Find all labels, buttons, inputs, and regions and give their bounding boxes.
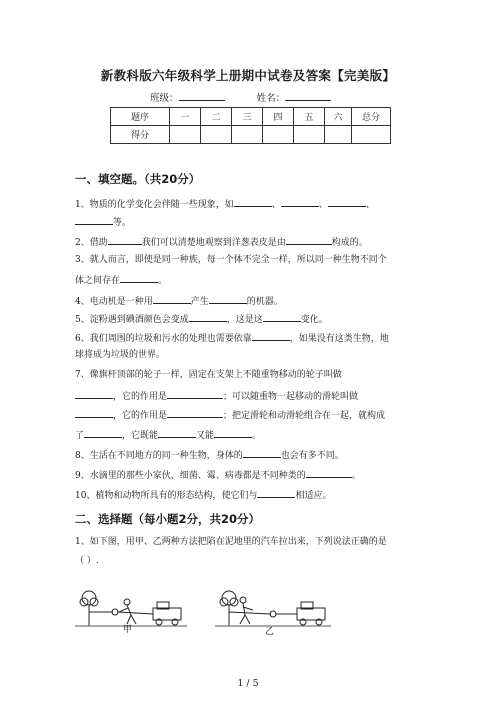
- section1-heading: 一、填空题。（共20分）: [75, 172, 201, 186]
- page-number: 1 / 5: [237, 678, 259, 689]
- question-10: [75, 487, 430, 502]
- name-blank[interactable]: [285, 90, 331, 101]
- answer-blank[interactable]: [281, 196, 319, 207]
- q7-text: 7、像旗杆顶部的轮子一样，固定在支架上不随重物移动的轮子叫做: [75, 370, 342, 380]
- answer-blank[interactable]: [167, 388, 223, 399]
- q4-text: 4、电动机是一种用: [75, 297, 153, 307]
- score-cell[interactable]: [170, 126, 201, 144]
- answer-blank[interactable]: [75, 407, 113, 418]
- q10-text: 相适应。: [295, 491, 332, 501]
- question-6: [75, 330, 430, 345]
- rope: [229, 612, 271, 614]
- question-3: [75, 254, 430, 266]
- q6-text: 球将成为垃圾的世界。: [75, 350, 166, 360]
- score-cell[interactable]: [263, 126, 294, 144]
- car-icon: [153, 602, 181, 625]
- tree-icon: [80, 591, 98, 626]
- answer-blank[interactable]: [75, 388, 113, 399]
- rope: [118, 612, 153, 614]
- question-2: [75, 234, 430, 249]
- q7-text: ，它的作用是: [113, 411, 168, 421]
- answer-blank[interactable]: [243, 447, 281, 458]
- answer-blank[interactable]: [153, 293, 191, 304]
- q8-text: 8、生活在不同地方的同一种生物，身体的: [75, 451, 243, 461]
- q6-text: ，如果没有这类生物，地: [289, 334, 389, 344]
- score-cell[interactable]: [352, 126, 391, 144]
- q7-text: 又能: [196, 431, 215, 441]
- q4-text: 的机器。: [246, 297, 283, 307]
- q1-text: 、: [271, 200, 281, 210]
- question-7-line4: [75, 427, 430, 442]
- mc-q1-text: （ ）.: [75, 556, 99, 566]
- q7-text: ；把定滑轮和动滑轮组合在一起，就构成: [223, 411, 386, 421]
- score-header-cell: 三: [232, 108, 263, 126]
- q1-text: 、: [318, 200, 328, 210]
- answer-blank[interactable]: [209, 293, 247, 304]
- page-title: 新教科版六年级科学上册期中试卷及答案【完美版】: [100, 68, 396, 83]
- mc-question-1: [75, 536, 430, 548]
- class-label: 班级：: [150, 93, 179, 104]
- q7-text: 了: [75, 431, 85, 441]
- question-7-line3: [75, 407, 430, 422]
- name-label: 姓名：: [256, 93, 286, 104]
- answer-blank[interactable]: [120, 272, 158, 283]
- answer-blank[interactable]: [167, 407, 223, 418]
- question-6-cont: [75, 349, 430, 361]
- q7-text: ，它既能: [122, 431, 159, 441]
- q3-text: 体之间存在: [75, 276, 121, 286]
- mc-question-1-cont: [75, 555, 430, 567]
- q2-text: 2、借助: [75, 238, 108, 248]
- q4-text: 产生: [190, 297, 209, 307]
- figure-label-yi: 乙: [265, 627, 275, 637]
- score-header-cell: 总分: [352, 108, 391, 126]
- q6-text: 6、我们周围的垃圾和污水的处理也需要依靠: [75, 334, 252, 344]
- question-5: [75, 311, 430, 326]
- question-1: [75, 196, 430, 211]
- answer-blank[interactable]: [75, 214, 113, 225]
- car-icon: [297, 602, 325, 625]
- score-header-cell: 五: [294, 108, 325, 126]
- q3-text: 3、就人而言，即使是同一种族，每一个体不完全一样，所以同一种生物不同个: [75, 255, 387, 265]
- q5-text: 变化。: [300, 315, 328, 325]
- class-blank[interactable]: [179, 90, 225, 101]
- answer-blank[interactable]: [158, 427, 196, 438]
- answer-blank[interactable]: [214, 427, 252, 438]
- tree-icon: [220, 591, 238, 626]
- person-icon: [240, 597, 253, 624]
- score-cell[interactable]: [325, 126, 352, 144]
- q7-text: ；可以随重物一起移动的滑轮叫做: [223, 392, 359, 402]
- q3-text: 。: [158, 276, 168, 286]
- answer-blank[interactable]: [257, 487, 295, 498]
- score-cell[interactable]: [232, 126, 263, 144]
- question-1-cont: [75, 214, 430, 229]
- score-table-header-row: [111, 108, 391, 126]
- section2-heading: 二、选择题（每小题2分，共20分）: [75, 512, 261, 526]
- question-9: [75, 467, 430, 482]
- q7-text: ，它的作用是: [113, 392, 168, 402]
- q5-text: ，这是这: [226, 315, 263, 325]
- score-header-cell: 四: [263, 108, 294, 126]
- answer-blank[interactable]: [252, 330, 290, 341]
- q9-text: 9、水滴里的那些小家伙，细菌、霉、病毒都是不同种类的: [75, 471, 306, 481]
- answer-blank[interactable]: [306, 467, 352, 478]
- score-row-label: 得分: [111, 126, 170, 144]
- answer-blank[interactable]: [108, 234, 142, 245]
- person-icon: [119, 599, 136, 624]
- mc-q1-text: 1、如下图，用甲、乙两种方法把陷在泥地里的汽车拉出来，下列说法正确的是: [75, 537, 387, 547]
- q5-text: 5、淀粉遇到碘酒颜色会变成: [75, 315, 189, 325]
- q1-text: 1、物质的化学变化会伴随一些现象，如: [75, 200, 234, 210]
- question-7: [75, 369, 430, 381]
- q1-text: 、: [365, 200, 375, 210]
- score-table: [110, 107, 391, 144]
- answer-blank[interactable]: [328, 196, 366, 207]
- answer-blank[interactable]: [263, 311, 301, 322]
- answer-blank[interactable]: [286, 234, 332, 245]
- answer-blank[interactable]: [234, 196, 272, 207]
- q2-text: 构成的。: [331, 238, 368, 248]
- q10-text: 10、植物和动物所具有的形态结构，使它们与: [75, 491, 258, 501]
- question-8: [75, 447, 430, 462]
- score-cell[interactable]: [201, 126, 232, 144]
- q2-text: 我们可以清楚地观察到洋葱表皮是由: [141, 238, 286, 248]
- score-cell[interactable]: [294, 126, 325, 144]
- car-pulling-figure: [75, 582, 395, 637]
- answer-blank[interactable]: [84, 427, 122, 438]
- q8-text: 也会有多不同。: [280, 451, 344, 461]
- q9-text: 。: [351, 471, 361, 481]
- score-header-cell: 二: [201, 108, 232, 126]
- score-header-cell: 六: [325, 108, 352, 126]
- question-4: [75, 293, 430, 308]
- answer-blank[interactable]: [189, 311, 227, 322]
- q1-text: 等。: [113, 218, 132, 228]
- score-header-cell: 一: [170, 108, 201, 126]
- question-7-line2: [75, 388, 430, 403]
- score-table-score-row: [111, 126, 391, 144]
- question-3-cont: [75, 272, 430, 287]
- q7-text: 。: [252, 431, 262, 441]
- score-header-cell: 题序: [111, 108, 170, 126]
- student-info: [150, 90, 331, 104]
- figure-label-jia: 甲: [123, 625, 133, 635]
